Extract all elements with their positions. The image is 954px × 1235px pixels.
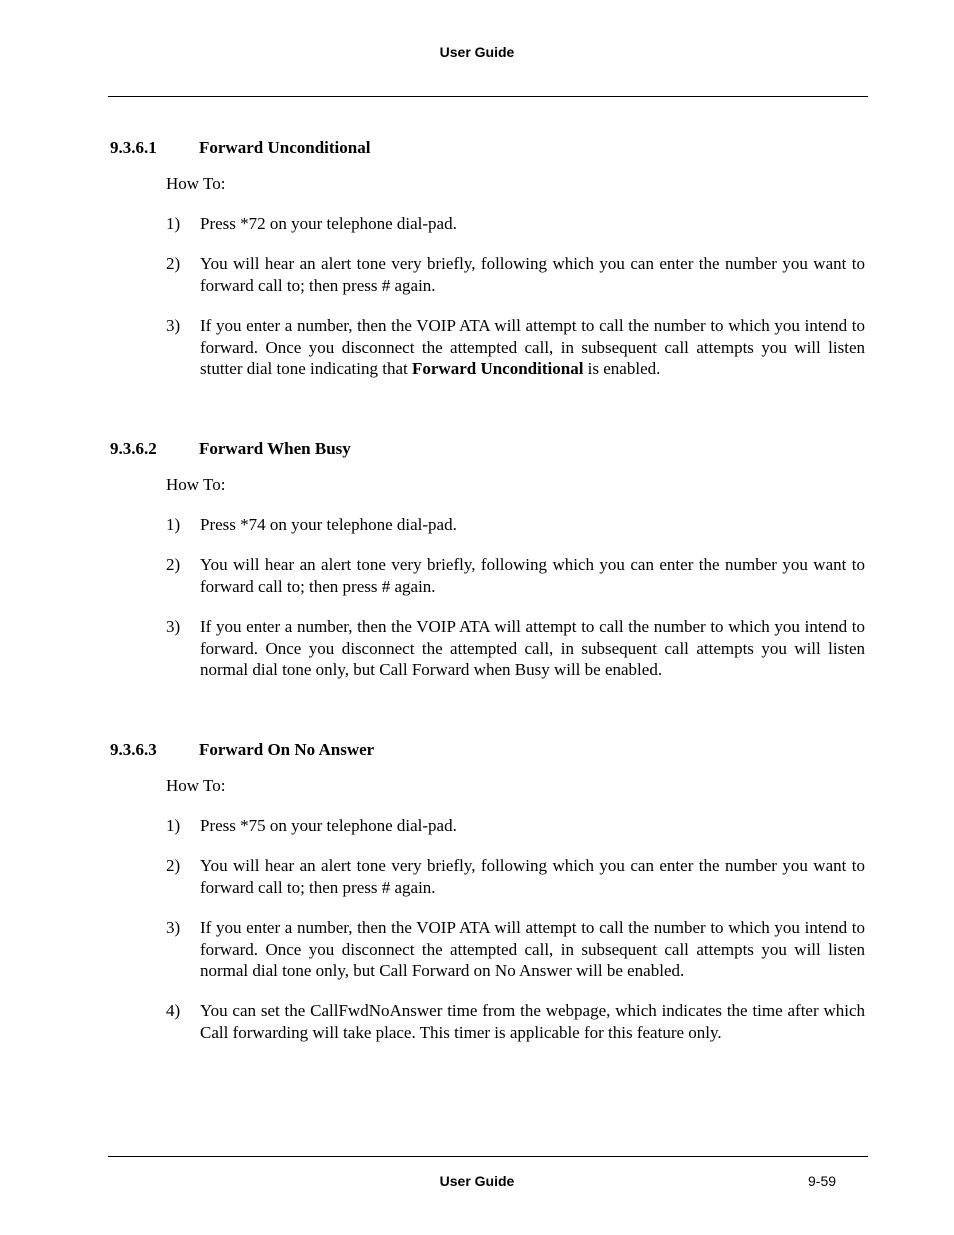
page-number: 9-59	[808, 1173, 837, 1189]
list-item-number: 1)	[166, 214, 181, 233]
list-item-text: Press *75 on your telephone dial-pad.	[200, 816, 457, 835]
list-item-text-part: If you enter a number, then the VOIP ATA will attempt to call the number to which you intend to forward. Once you disconnect the attempted call, in subsequent call attempts you will listen stutter dial tone indicating that	[200, 316, 865, 378]
list-item	[166, 213, 865, 235]
list-item-text: Press *72 on your telephone dial-pad.	[200, 214, 457, 233]
section-heading	[110, 739, 374, 761]
list-item-number: 2)	[166, 856, 181, 875]
list-item	[166, 514, 865, 536]
section-heading	[110, 438, 351, 460]
list-item	[166, 917, 865, 982]
section-title: Forward When Busy	[199, 439, 351, 458]
list-item-number: 3)	[166, 918, 181, 937]
section-number: 9.3.6.3	[110, 740, 157, 759]
list-item-text-part: is enabled.	[583, 359, 661, 378]
list-item-number: 4)	[166, 1001, 181, 1020]
list-item-number: 3)	[166, 617, 181, 636]
how-to-label: How To:	[166, 776, 226, 795]
header-rule	[108, 96, 868, 97]
list-item-text: If you enter a number, then the VOIP ATA will attempt to call the number to which you intend to forward. Once you disconnect the attempted call, in subsequent call attempts you will listen normal dial tone only, but Call Forward on No Answer will be enabled.	[200, 918, 865, 980]
section-number: 9.3.6.2	[110, 439, 157, 458]
list-item-text	[200, 315, 865, 380]
list-item	[166, 253, 865, 296]
list-item	[166, 815, 865, 837]
footer-rule	[108, 1156, 868, 1157]
how-to-label: How To:	[166, 174, 226, 193]
how-to-label: How To:	[166, 475, 226, 494]
list-item-text: You will hear an alert tone very briefly, following which you can enter the number you want to forward call to; then press # again.	[200, 856, 865, 897]
section-heading	[110, 137, 370, 159]
list-item	[166, 554, 865, 597]
list-item	[166, 1000, 865, 1043]
section-number: 9.3.6.1	[110, 138, 157, 157]
list-item-text: If you enter a number, then the VOIP ATA will attempt to call the number to which you intend to forward. Once you disconnect the attempted call, in subsequent call attempts you will listen normal dial tone only, but Call Forward when Busy will be enabled.	[200, 617, 865, 679]
bold-term: Forward Unconditional	[411, 359, 584, 378]
section-title: Forward On No Answer	[199, 740, 375, 759]
list-item-text: You will hear an alert tone very briefly, following which you can enter the number you want to forward call to; then press # again.	[200, 555, 865, 596]
list-item-number: 2)	[166, 555, 181, 574]
list-item	[166, 616, 865, 681]
page-footer-title: User Guide	[439, 1173, 515, 1189]
page-header-title: User Guide	[439, 44, 515, 60]
list-item	[166, 855, 865, 898]
list-item-text: Press *74 on your telephone dial-pad.	[200, 515, 457, 534]
list-item	[166, 315, 865, 380]
list-item-number: 1)	[166, 515, 181, 534]
list-item-number: 1)	[166, 816, 181, 835]
list-item-text: You can set the CallFwdNoAnswer time from the webpage, which indicates the time after which Call forwarding will take place. This timer is applicable for this feature only.	[200, 1001, 865, 1042]
list-item-number: 3)	[166, 316, 181, 335]
list-item-number: 2)	[166, 254, 181, 273]
section-title: Forward Unconditional	[199, 138, 371, 157]
list-item-text: You will hear an alert tone very briefly, following which you can enter the number you want to forward call to; then press # again.	[200, 254, 865, 295]
